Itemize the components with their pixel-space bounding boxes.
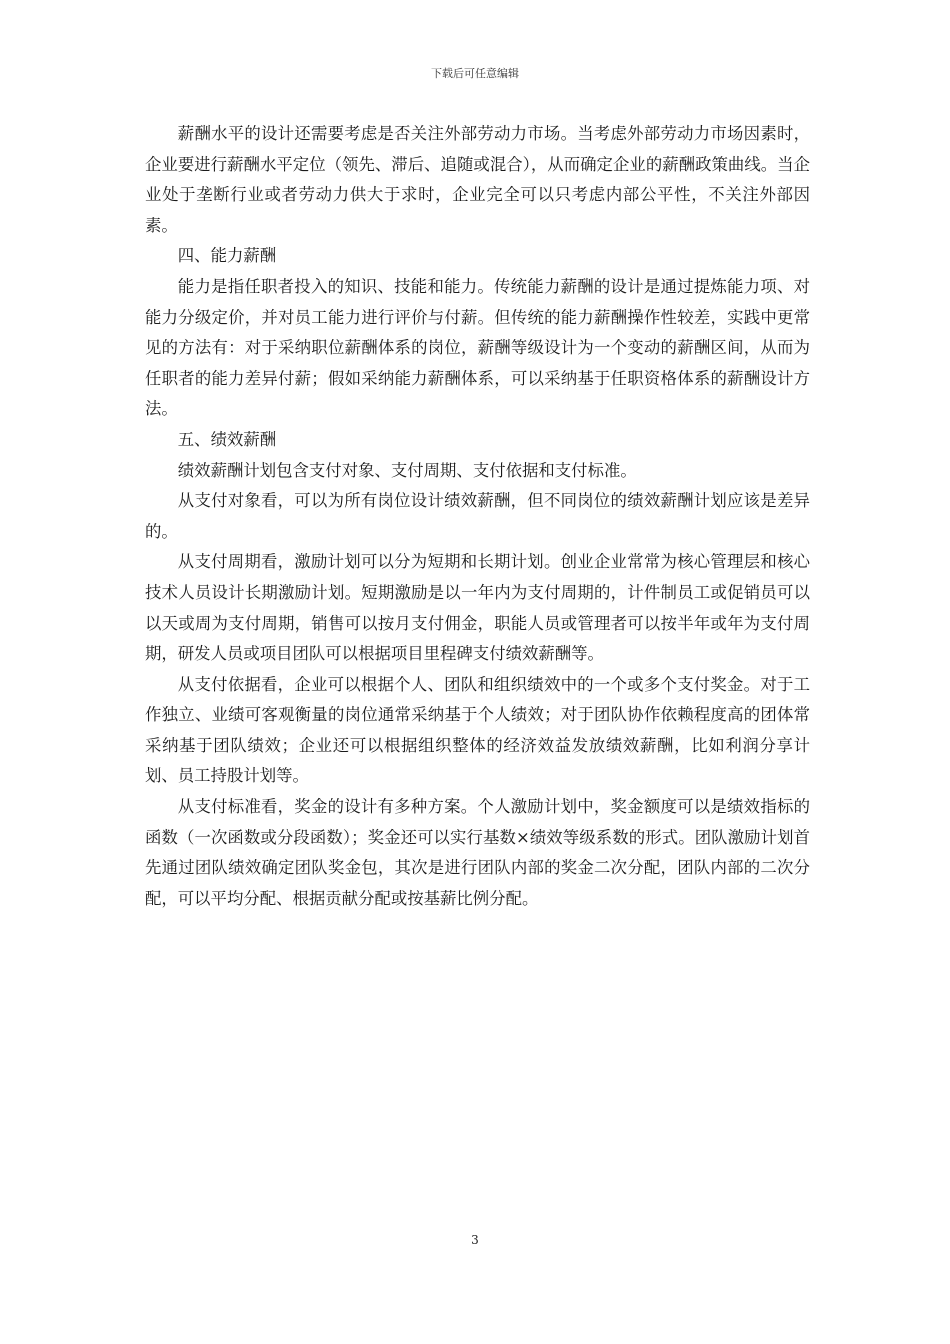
paragraph-payment-basis: 从支付依据看，企业可以根据个人、团队和组织绩效中的一个或多个支付奖金。对于工作独立、业绩可客观衡量的岗位通常采纳基于个人绩效；对于团队协作依赖程度高的团体常采纳基于团队绩效；企业还可以根据组织整体的经济效益发放绩效薪酬，比如利润分享计划、员工持股计划等。 <box>145 674 810 786</box>
section-heading-competency-pay: 四、能力薪酬 <box>177 246 277 266</box>
paragraph-payment-period: 从支付周期看，激励计划可以分为短期和长期计划。创业企业常常为核心管理层和核心技术人员设计长期激励计划。短期激励是以一年内为支付周期的，计件制员工或促销员可以以天或周为支付周期，销售可以按月支付佣金，职能人员或管理者可以按半年或年为支付周期，研发人员或项目团队可以根据项目里程碑支付绩效薪酬等。 <box>145 552 810 664</box>
paragraph-payment-standard: 从支付标准看，奖金的设计有多种方案。个人激励计划中，奖金额度可以是绩效指标的函数（一次函数或分段函数）；奖金还可以实行基数×绩效等级系数的形式。团队激励计划首先通过团队绩效确定团队奖金包，其次是进行团队内部的奖金二次分配，团队内部的二次分配，可以平均分配、根据贡献分配或按基薪比例分配。 <box>145 797 810 908</box>
paragraph-market-positioning: 薪酬水平的设计还需要考虑是否关注外部劳动力市场。当考虑外部劳动力市场因素时，企业要进行薪酬水平定位（领先、滞后、追随或混合），从而确定企业的薪酬政策曲线。当企业处于垄断行业或者劳动力供大于求时，企业完全可以只考虑内部公平性，不关注外部因素。 <box>145 124 810 235</box>
paragraph-competency-pay: 能力是指任职者投入的知识、技能和能力。传统能力薪酬的设计是通过提炼能力项、对能力分级定价，并对员工能力进行评价与付薪。但传统的能力薪酬操作性较差，实践中更常见的方法有：对于采纳职位薪酬体系的岗位，薪酬等级设计为一个变动的薪酬区间，从而为任职者的能力差异付薪；假如采纳能力薪酬体系，可以采纳基于任职资格体系的薪酬设计方法。 <box>145 276 810 419</box>
document-body <box>145 119 810 914</box>
page-header: 下载后可任意编辑 <box>431 67 519 80</box>
page-number: 3 <box>471 1233 479 1247</box>
paragraph-performance-plan: 绩效薪酬计划包含支付对象、支付周期、支付依据和支付标准。 <box>177 460 637 480</box>
section-heading-performance-pay: 五、绩效薪酬 <box>177 429 277 449</box>
paragraph-payment-object: 从支付对象看，可以为所有岗位设计绩效薪酬，但不同岗位的绩效薪酬计划应该是差异的。 <box>145 491 810 541</box>
